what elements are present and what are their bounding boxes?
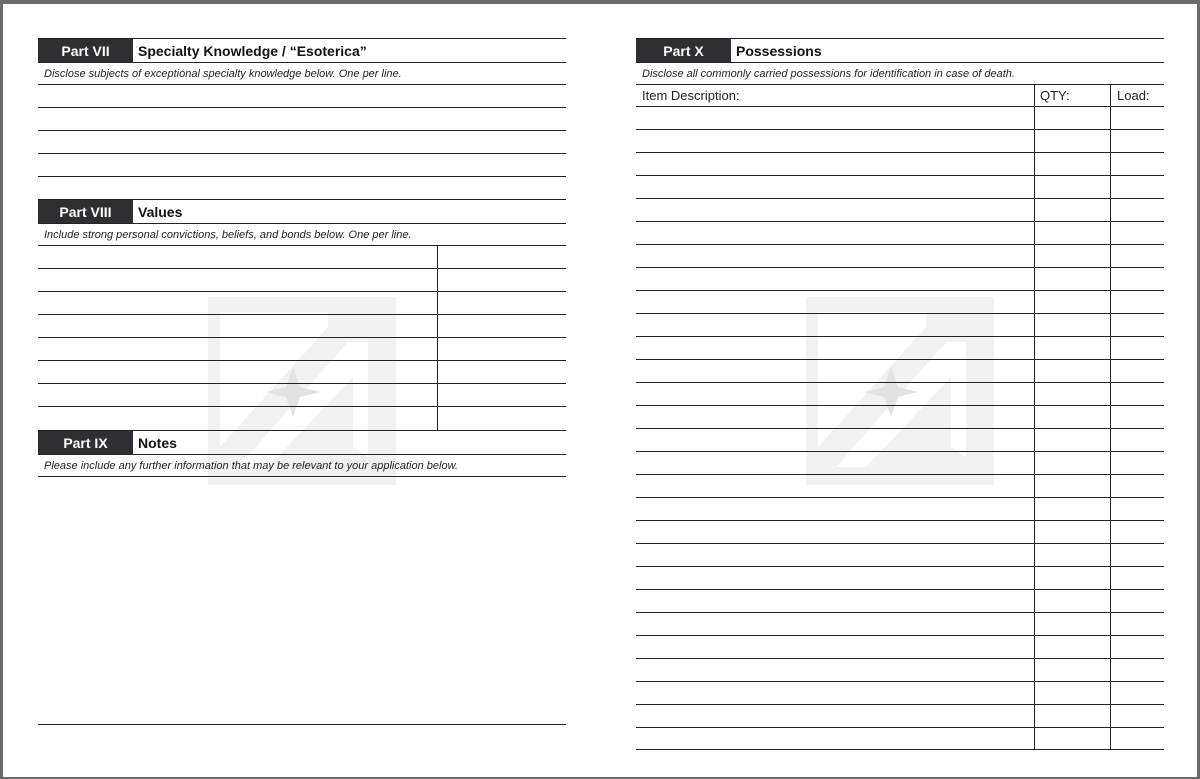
possession-row[interactable] — [636, 360, 1164, 383]
column-divider — [1034, 406, 1035, 429]
column-divider — [1110, 360, 1111, 383]
column-divider — [1034, 337, 1035, 360]
possession-row[interactable] — [636, 659, 1164, 682]
column-divider — [1034, 176, 1035, 199]
possession-row[interactable] — [636, 337, 1164, 360]
possession-row[interactable] — [636, 613, 1164, 636]
column-divider — [1110, 406, 1111, 429]
column-divider — [1034, 153, 1035, 176]
part8-instruction: Include strong personal convictions, beliefs, and bonds below. One per line. — [38, 224, 566, 246]
notes-area[interactable] — [38, 477, 566, 725]
column-divider — [1110, 153, 1111, 176]
possession-row[interactable] — [636, 475, 1164, 498]
possession-row[interactable] — [636, 452, 1164, 475]
column-divider — [1034, 199, 1035, 222]
column-divider — [1110, 682, 1111, 705]
esoterica-line[interactable] — [38, 108, 566, 131]
possession-row[interactable] — [636, 636, 1164, 659]
qty-header: QTY: — [1040, 88, 1070, 103]
esoterica-line[interactable] — [38, 131, 566, 154]
part9-instruction: Please include any further information that may be relevant to your application below. — [38, 455, 566, 477]
column-divider — [1110, 567, 1111, 590]
possession-row[interactable] — [636, 521, 1164, 544]
item-description-header: Item Description: — [642, 88, 740, 103]
part9-label: Part IX — [38, 431, 133, 454]
values-line[interactable] — [38, 292, 566, 315]
possession-row[interactable] — [636, 590, 1164, 613]
part10-title: Possessions — [736, 42, 822, 59]
part7-label: Part VII — [38, 39, 133, 62]
part10-header — [636, 38, 1164, 63]
column-divider — [1034, 245, 1035, 268]
possession-row[interactable] — [636, 682, 1164, 705]
column-divider — [1110, 85, 1111, 107]
column-divider — [1034, 521, 1035, 544]
part10-label: Part X — [636, 39, 731, 62]
column-divider — [1110, 222, 1111, 245]
column-divider — [1034, 107, 1035, 130]
possession-row[interactable] — [636, 406, 1164, 429]
part7-header — [38, 38, 566, 63]
column-divider — [1034, 705, 1035, 728]
part7-instruction: Disclose subjects of exceptional specialty knowledge below. One per line. — [38, 63, 566, 85]
possession-row[interactable] — [636, 199, 1164, 222]
possession-row[interactable] — [636, 383, 1164, 406]
column-divider — [1110, 659, 1111, 682]
possession-row[interactable] — [636, 107, 1164, 130]
values-line[interactable] — [38, 361, 566, 384]
column-divider — [1034, 130, 1035, 153]
column-divider — [1110, 337, 1111, 360]
part9-title: Notes — [138, 434, 177, 451]
column-divider — [1034, 85, 1035, 107]
column-divider — [1110, 521, 1111, 544]
column-divider — [1110, 176, 1111, 199]
load-header: Load: — [1117, 88, 1150, 103]
possession-row[interactable] — [636, 728, 1164, 750]
left-column — [38, 38, 566, 725]
column-divider — [1110, 475, 1111, 498]
column-divider — [1034, 728, 1035, 750]
section-spacer — [38, 177, 566, 199]
column-divider — [1034, 475, 1035, 498]
part7-title: Specialty Knowledge / “Esoterica” — [138, 42, 367, 59]
possessions-table-body — [636, 107, 1164, 750]
possession-row[interactable] — [636, 153, 1164, 176]
values-line[interactable] — [38, 246, 566, 269]
column-divider — [1110, 383, 1111, 406]
column-divider — [1034, 613, 1035, 636]
column-divider — [1110, 245, 1111, 268]
column-divider — [1034, 383, 1035, 406]
part8-label: Part VIII — [38, 200, 133, 223]
column-divider — [1034, 682, 1035, 705]
possession-row[interactable] — [636, 567, 1164, 590]
column-divider — [1034, 314, 1035, 337]
column-divider — [1034, 452, 1035, 475]
column-divider — [1110, 613, 1111, 636]
column-divider — [1110, 636, 1111, 659]
column-divider — [1110, 130, 1111, 153]
values-line[interactable] — [38, 384, 566, 407]
column-divider — [1110, 291, 1111, 314]
column-divider — [1034, 567, 1035, 590]
column-divider — [1034, 360, 1035, 383]
possession-row[interactable] — [636, 176, 1164, 199]
column-divider — [1110, 544, 1111, 567]
column-divider — [1034, 291, 1035, 314]
column-divider — [1034, 544, 1035, 567]
possessions-table-header — [636, 85, 1164, 107]
column-divider — [1110, 268, 1111, 291]
column-divider — [1110, 314, 1111, 337]
possession-row[interactable] — [636, 705, 1164, 728]
column-divider — [1110, 590, 1111, 613]
column-divider — [1034, 498, 1035, 521]
column-divider — [1034, 659, 1035, 682]
column-divider — [1110, 452, 1111, 475]
values-line[interactable] — [38, 407, 566, 430]
possession-row[interactable] — [636, 544, 1164, 567]
column-divider — [1110, 429, 1111, 452]
column-divider — [1110, 107, 1111, 130]
column-divider — [1034, 268, 1035, 291]
esoterica-line[interactable] — [38, 154, 566, 177]
possession-row[interactable] — [636, 130, 1164, 153]
possession-row[interactable] — [636, 222, 1164, 245]
possession-row[interactable] — [636, 429, 1164, 452]
part8-title: Values — [138, 203, 183, 220]
part8-header — [38, 199, 566, 224]
values-line[interactable] — [38, 315, 566, 338]
column-divider — [1110, 728, 1111, 750]
column-divider — [1034, 636, 1035, 659]
column-divider — [1110, 705, 1111, 728]
column-divider — [1034, 222, 1035, 245]
possession-row[interactable] — [636, 268, 1164, 291]
possession-row[interactable] — [636, 498, 1164, 521]
values-line[interactable] — [38, 269, 566, 292]
part10-instruction: Disclose all commonly carried possessions for identification in case of death. — [636, 63, 1164, 85]
esoterica-line[interactable] — [38, 85, 566, 108]
possession-row[interactable] — [636, 245, 1164, 268]
right-column — [636, 38, 1164, 750]
column-divider — [1034, 429, 1035, 452]
possession-row[interactable] — [636, 291, 1164, 314]
column-divider — [1110, 498, 1111, 521]
part9-header — [38, 430, 566, 455]
column-divider — [1034, 590, 1035, 613]
column-divider — [1110, 199, 1111, 222]
values-line[interactable] — [38, 338, 566, 361]
possession-row[interactable] — [636, 314, 1164, 337]
